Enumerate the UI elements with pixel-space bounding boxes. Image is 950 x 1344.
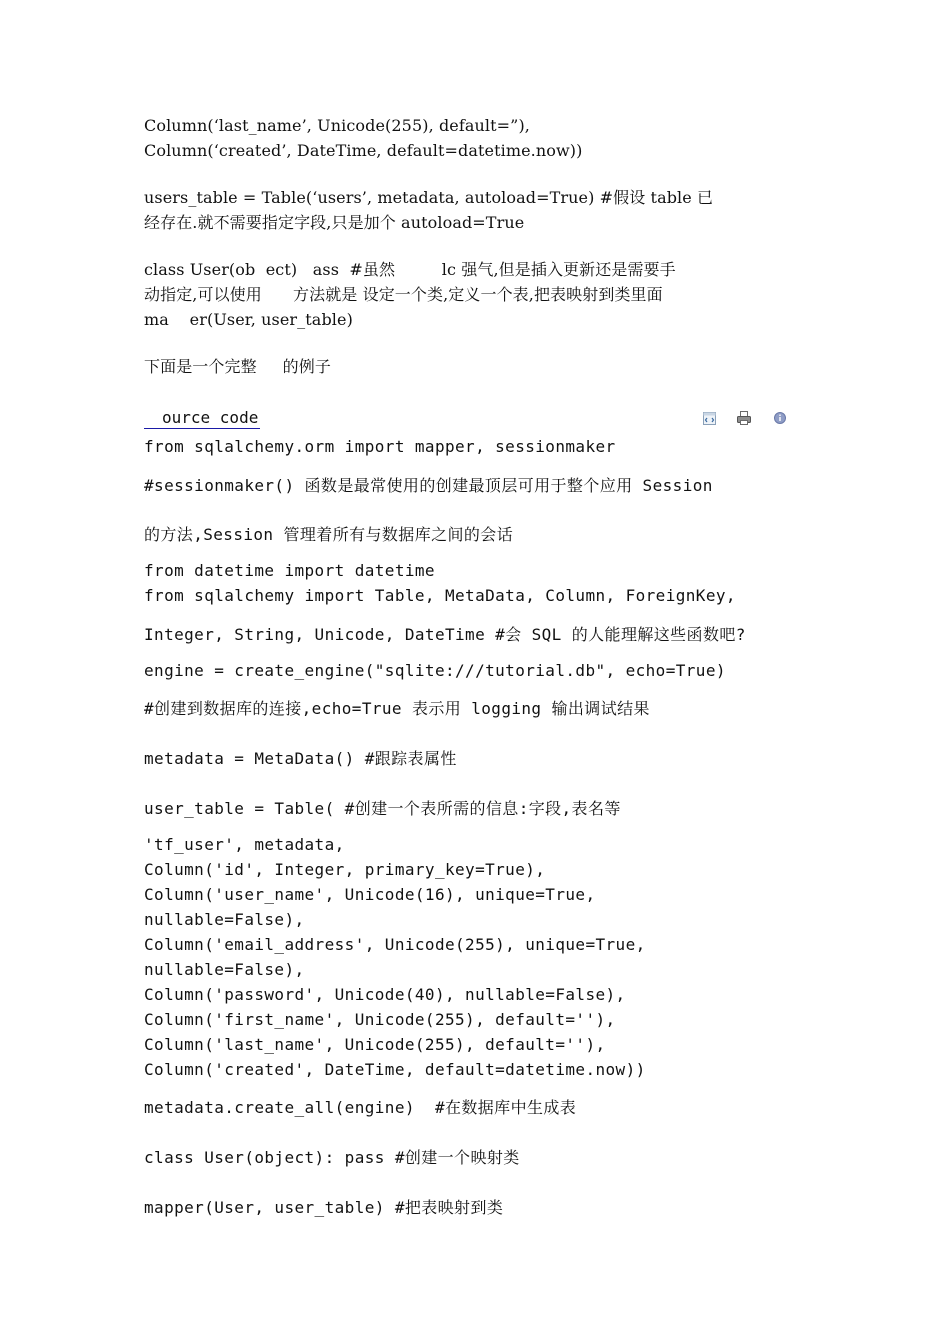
print-icon[interactable]	[736, 410, 752, 426]
code-toolbar	[702, 408, 792, 428]
code-line: from sqlalchemy.orm import mapper, sessionmaker	[144, 437, 616, 456]
code-line: user_table = Table( #创建一个表所需的信息:字段,表名等	[144, 799, 621, 818]
text-line: users_table = Table(‘users’, metadata, autoload=True) #假设 table 已	[144, 188, 714, 207]
code-line: #创建到数据库的连接,echo=True 表示用 logging 输出调试结果	[144, 699, 650, 718]
text-line: ma er(User, user_table)	[144, 310, 353, 329]
code-line: Column('created', DateTime, default=datetime.now))	[144, 1060, 646, 1079]
code-line: engine = create_engine("sqlite:///tutorial.db", echo=True)	[144, 661, 726, 680]
code-line: nullable=False),	[144, 960, 305, 979]
source-code-link[interactable]: ource code	[144, 408, 260, 429]
code-line: Column('id', Integer, primary_key=True),	[144, 860, 546, 879]
code-line: metadata.create_all(engine) #在数据库中生成表	[144, 1098, 577, 1117]
code-line: Column('email_address', Unicode(255), unique=True,	[144, 935, 646, 954]
text-line: 经存在.就不需要指定字段,只是加个 autoload=True	[144, 213, 525, 232]
text-line: Column(‘last_name’, Unicode(255), default=”),	[144, 116, 530, 135]
code-line: #sessionmaker() 函数是最常使用的创建最顶层可用于整个应用 Session	[144, 476, 713, 495]
code-line: from datetime import datetime	[144, 561, 435, 580]
text-line: Column(‘created’, DateTime, default=datetime.now))	[144, 141, 583, 160]
info-icon[interactable]	[772, 410, 788, 426]
code-line: Integer, String, Unicode, DateTime #会 SQL 的人能理解这些函数吧?	[144, 625, 746, 644]
code-line: Column('first_name', Unicode(255), default=''),	[144, 1010, 616, 1029]
code-line: 'tf_user', metadata,	[144, 835, 345, 854]
code-line: from sqlalchemy import Table, MetaData, Column, ForeignKey,	[144, 586, 736, 605]
code-line: class User(object): pass #创建一个映射类	[144, 1148, 520, 1167]
code-line: 的方法,Session 管理着所有与数据库之间的会话	[144, 525, 514, 544]
code-line: Column('last_name', Unicode(255), default=''),	[144, 1035, 606, 1054]
code-line: Column('password', Unicode(40), nullable=False),	[144, 985, 626, 1004]
code-line: Column('user_name', Unicode(16), unique=True,	[144, 885, 596, 904]
code-line: metadata = MetaData() #跟踪表属性	[144, 749, 457, 768]
code-line: mapper(User, user_table) #把表映射到类	[144, 1198, 504, 1217]
text-line: class User(ob ect) ass #虽然 lc 强气,但是插入更新还是需要手	[144, 260, 676, 279]
text-line: 动指定,可以使用 方法就是 设定一个类,定义一个表,把表映射到类里面	[144, 285, 663, 304]
text-line: 下面是一个完整 的例子	[144, 357, 331, 376]
code-line: nullable=False),	[144, 910, 305, 929]
view-source-icon[interactable]	[702, 410, 718, 426]
